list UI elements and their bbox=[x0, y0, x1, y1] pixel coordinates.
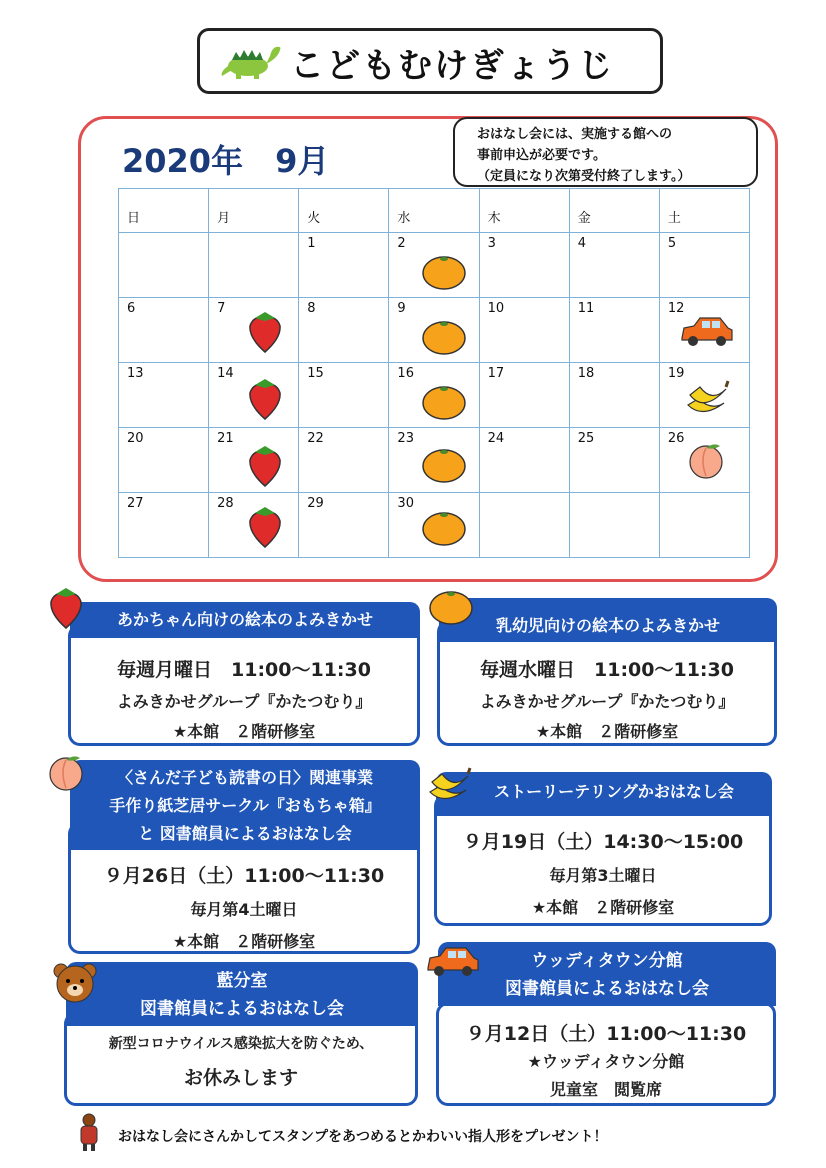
day-cell bbox=[479, 493, 569, 558]
event-card-ai bbox=[64, 1012, 418, 1106]
day-cell bbox=[659, 233, 749, 298]
day-cell bbox=[659, 428, 749, 493]
notice-line: おはなし会には、実施する館への bbox=[477, 127, 673, 142]
strawberry-icon bbox=[245, 308, 285, 354]
event-header-ai bbox=[66, 962, 418, 1026]
week-row bbox=[119, 233, 750, 298]
day-number: 11 bbox=[577, 301, 595, 316]
peach-icon bbox=[686, 440, 726, 480]
day-cell bbox=[479, 363, 569, 428]
header-line: 藍分室 bbox=[216, 971, 268, 991]
event-header-baby: あかちゃん向けの絵本のよみきかせ bbox=[70, 602, 420, 638]
bear-icon bbox=[52, 962, 98, 1004]
day-number: 13 bbox=[127, 366, 144, 381]
day-cell bbox=[119, 428, 209, 493]
calendar-grid bbox=[118, 188, 750, 558]
day-cell bbox=[389, 428, 479, 493]
strawberry-icon bbox=[46, 584, 86, 630]
event-card-baby bbox=[68, 624, 420, 746]
event-card-woody bbox=[436, 1002, 776, 1106]
day-cell bbox=[209, 233, 299, 298]
day-number: 14 bbox=[217, 366, 234, 381]
day-number: 21 bbox=[217, 431, 234, 446]
day-number: 6 bbox=[127, 301, 136, 316]
day-cell bbox=[479, 298, 569, 363]
day-number: 5 bbox=[667, 236, 677, 251]
week-row bbox=[119, 428, 750, 493]
orange-icon bbox=[421, 509, 467, 547]
event-schedule: ９月26日（土）11:00〜11:30 bbox=[103, 865, 385, 887]
day-cell bbox=[299, 493, 389, 558]
day-number: 4 bbox=[577, 236, 586, 251]
day-number: 23 bbox=[397, 431, 414, 446]
car-icon bbox=[678, 314, 734, 350]
day-cell bbox=[659, 493, 749, 558]
day-number: 20 bbox=[127, 431, 144, 446]
header-line: 図書館員によるおはなし会 bbox=[505, 979, 709, 999]
notice-line: 事前申込が必要です。 bbox=[477, 148, 606, 163]
event-location: ★ウッディタウン分館 bbox=[527, 1052, 685, 1071]
car-icon bbox=[424, 944, 480, 980]
weekday-mon: 月 bbox=[209, 189, 299, 233]
day-cell bbox=[209, 493, 299, 558]
event-header-sanda bbox=[70, 760, 420, 850]
event-room: 児童室 閲覧席 bbox=[549, 1080, 662, 1099]
event-group: よみきかせグループ『かたつむり』 bbox=[116, 692, 372, 711]
day-number: 28 bbox=[217, 496, 234, 511]
day-cell bbox=[209, 298, 299, 363]
weekday-thu: 木 bbox=[479, 189, 569, 233]
week-row bbox=[119, 298, 750, 363]
weekday-row bbox=[119, 189, 750, 233]
event-header-toddler: 乳幼児向けの絵本のよみきかせ bbox=[439, 598, 777, 642]
day-cell bbox=[299, 233, 389, 298]
day-number: 29 bbox=[307, 496, 324, 511]
weekday-sat: 土 bbox=[659, 189, 749, 233]
day-cell bbox=[389, 233, 479, 298]
banana-icon bbox=[682, 375, 730, 423]
day-cell bbox=[299, 363, 389, 428]
banana-icon bbox=[424, 762, 472, 810]
day-cell bbox=[389, 363, 479, 428]
day-cell bbox=[389, 298, 479, 363]
week-row bbox=[119, 493, 750, 558]
event-schedule: ９月12日（土）11:00〜11:30 bbox=[465, 1023, 747, 1045]
day-cell bbox=[119, 493, 209, 558]
calendar-heading: 2020年 9月 bbox=[122, 142, 330, 180]
event-schedule: 毎週水曜日 11:00〜11:30 bbox=[480, 659, 734, 681]
event-status: お休みします bbox=[183, 1067, 298, 1089]
day-cell bbox=[569, 298, 659, 363]
dinosaur-icon bbox=[218, 42, 284, 80]
day-number: 25 bbox=[577, 431, 595, 446]
event-location: ★本館 ２階研修室 bbox=[531, 898, 675, 917]
day-number: 16 bbox=[397, 366, 414, 381]
day-cell bbox=[479, 428, 569, 493]
day-cell bbox=[119, 363, 209, 428]
day-number: 17 bbox=[487, 366, 505, 381]
weekday-sun: 日 bbox=[119, 189, 209, 233]
event-location: ★本館 ２階研修室 bbox=[172, 722, 316, 741]
day-number: 7 bbox=[217, 301, 226, 316]
day-number: 26 bbox=[667, 431, 685, 446]
event-header-woody bbox=[438, 942, 776, 1006]
weekday-wed: 水 bbox=[389, 189, 479, 233]
day-cell bbox=[209, 428, 299, 493]
day-cell bbox=[299, 298, 389, 363]
notice-line: （定員になり次第受付終了します。） bbox=[477, 169, 691, 184]
event-schedule: ９月19日（土）14:30〜15:00 bbox=[462, 831, 744, 853]
day-cell bbox=[569, 233, 659, 298]
day-cell bbox=[569, 493, 659, 558]
day-number: 1 bbox=[307, 236, 316, 251]
event-location: ★本館 ２階研修室 bbox=[172, 932, 316, 951]
strawberry-icon bbox=[245, 375, 285, 421]
event-recurrence: 毎月第4土曜日 bbox=[190, 900, 298, 919]
orange-icon bbox=[421, 318, 467, 356]
orange-icon bbox=[421, 446, 467, 484]
day-number: 22 bbox=[307, 431, 324, 446]
reservation-notice bbox=[453, 117, 758, 187]
header-line: 〈さんだ子ども読書の日〉関連事業 bbox=[116, 768, 373, 787]
event-location: ★本館 ２階研修室 bbox=[535, 722, 679, 741]
day-number: 3 bbox=[487, 236, 496, 251]
day-number: 27 bbox=[127, 496, 144, 511]
finger-puppet-icon bbox=[76, 1112, 102, 1152]
day-cell bbox=[119, 233, 209, 298]
day-cell bbox=[209, 363, 299, 428]
day-number: 18 bbox=[577, 366, 595, 381]
day-number: 19 bbox=[667, 366, 685, 381]
event-header-story: ストーリーテリングかおはなし会 bbox=[436, 772, 772, 816]
header-line: ウッディタウン分館 bbox=[531, 951, 683, 971]
orange-icon bbox=[421, 253, 467, 291]
day-cell bbox=[299, 428, 389, 493]
day-cell bbox=[659, 363, 749, 428]
day-number: 2 bbox=[397, 236, 406, 251]
strawberry-icon bbox=[245, 503, 285, 549]
orange-icon bbox=[428, 588, 474, 626]
day-cell bbox=[659, 298, 749, 363]
event-group: よみきかせグループ『かたつむり』 bbox=[479, 692, 735, 711]
header-line: 手作り紙芝居サークル『おもちゃ箱』 bbox=[109, 796, 381, 815]
page-title: こどもむけぎょうじ bbox=[290, 46, 614, 86]
day-number: 10 bbox=[487, 301, 505, 316]
day-cell bbox=[119, 298, 209, 363]
strawberry-icon bbox=[245, 442, 285, 488]
weekday-tue: 火 bbox=[299, 189, 389, 233]
day-number: 24 bbox=[487, 431, 505, 446]
peach-icon bbox=[46, 752, 86, 792]
header-line: と 図書館員によるおはなし会 bbox=[138, 824, 352, 843]
day-cell bbox=[389, 493, 479, 558]
footer-message: おはなし会にさんかしてスタンプをあつめるとかわいい指人形をプレゼント！ bbox=[118, 1129, 608, 1145]
day-number: 15 bbox=[307, 366, 324, 381]
event-notice: 新型コロナウイルス感染拡大を防ぐため、 bbox=[108, 1036, 374, 1052]
event-schedule: 毎週月曜日 11:00〜11:30 bbox=[117, 659, 371, 681]
event-recurrence: 毎月第3土曜日 bbox=[549, 866, 657, 885]
day-cell bbox=[569, 363, 659, 428]
weekday-fri: 金 bbox=[569, 189, 659, 233]
week-row bbox=[119, 363, 750, 428]
day-cell bbox=[479, 233, 569, 298]
day-number: 12 bbox=[667, 301, 685, 316]
day-number: 8 bbox=[307, 301, 316, 316]
day-cell bbox=[569, 428, 659, 493]
orange-icon bbox=[421, 383, 467, 421]
day-number: 30 bbox=[397, 496, 414, 511]
header-line: 図書館員によるおはなし会 bbox=[140, 999, 344, 1019]
day-number: 9 bbox=[397, 301, 406, 316]
